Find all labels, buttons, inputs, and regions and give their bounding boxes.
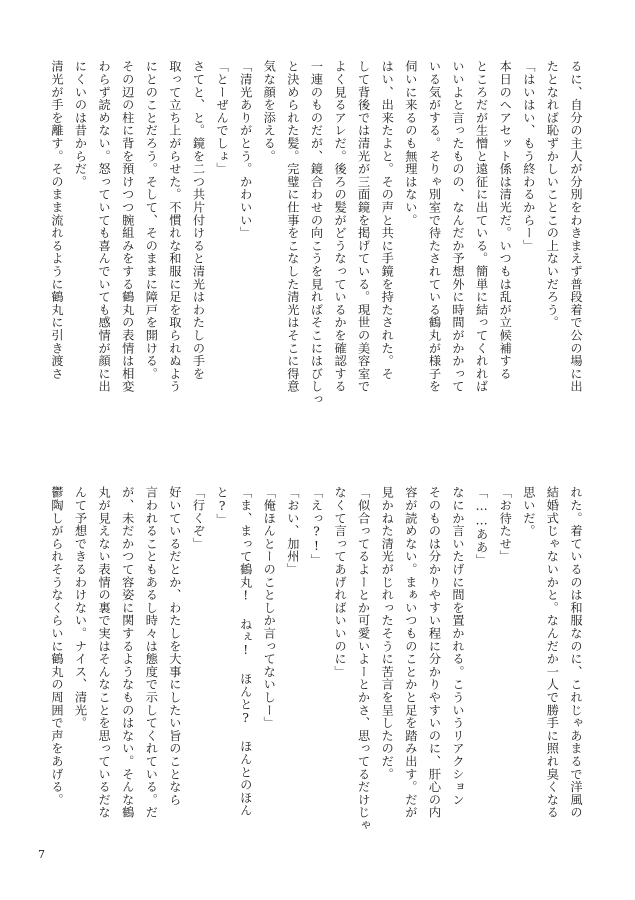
- text-line: 「清光ありがとう。かわいい」: [238, 60, 253, 240]
- text-line: 「ま、まって鶴丸! ねぇ! ほんと? ほんとのほん: [238, 486, 253, 817]
- text-block-lower: [49, 486, 587, 832]
- text-line: るに、自分の主人が分別をわきまえず普段着で公の場に出: [569, 60, 583, 393]
- text-line: いる気がする。そりゃ別室で待たされている鶴丸が様子を: [427, 60, 442, 393]
- text-line: 清光が手を離す。そのまま流れるように鶴丸に引き渡さ: [49, 60, 64, 380]
- page-number: 7: [38, 848, 45, 861]
- text-line: んて予想できるわけない。ナイス、清光。: [73, 486, 88, 730]
- text-line: 気な顔を添える。: [262, 60, 277, 163]
- text-line: よく見るアレだ。後ろの髪がどうなっているかを確認する: [333, 60, 348, 393]
- text-line: たとなれば恥ずかしいことこの上ないだろう。: [545, 60, 560, 329]
- text-line: 「はいはい、もう終わるからー」: [521, 60, 536, 252]
- text-line: 「とーぜんでしょ」: [215, 60, 230, 176]
- text-line: 「……ああ」: [474, 486, 489, 567]
- text-line: 容が読めない。まぁいつものことかと足を踏み出す。だが: [403, 486, 418, 819]
- text-line: 本日のヘアセット係は清光だ。いつもは乱が立候補する: [498, 60, 513, 380]
- text-block-upper: [49, 60, 587, 462]
- text-line: いいよと言ったものの、なんだか予想外に時間がかかって: [451, 60, 466, 393]
- text-line: そのものは分かりやすい程に分かりやすいのに、肝心の内: [427, 486, 442, 819]
- text-line: 一連のものだが、鏡合わせの向こうを見ればそこにはびしっ: [309, 60, 324, 406]
- text-line: その辺の柱に背を預けつつ腕組みをする鶴丸の表情は相変: [120, 60, 135, 393]
- text-line: わらず読めない。怒っていても喜んでいても感情が顔に出: [97, 60, 112, 393]
- text-line: ところだが生憎と遠征に出ている。簡単に結ってくれれば: [474, 60, 489, 393]
- text-line: 「おい、加州」: [285, 486, 300, 576]
- text-line: 結婚式じゃないかと。なんだか一人で勝手に照れ臭くなる: [545, 486, 560, 819]
- text-line: なくて言ってあげればいいのに」: [333, 486, 348, 678]
- text-line: 言われることもあるし時々は態度で示してくれている。だ: [144, 486, 159, 819]
- text-line: はい、出来たよと。その声と共に手鏡を持たされた。そ: [380, 60, 395, 380]
- text-line: にとのことだろう。そして、そのままに障戸を開ける。: [144, 60, 159, 380]
- text-line: 丸が見えない表情の裏で実はそんなことを思っているだな: [97, 486, 112, 819]
- text-line: さてと、と。鏡を二つ共片付けると清光はわたしの手を: [191, 60, 206, 380]
- text-line: 「似合ってるよーとか可愛いよーとかさ、思ってるだけじゃ: [356, 486, 371, 832]
- text-line: 「お待たせ」: [498, 486, 513, 563]
- text-line: 鬱陶しがられそうなくらいに鶴丸の周囲で声をあげる。: [49, 486, 64, 806]
- text-line: 「俺ほんとーのことしか言ってないしー」: [262, 486, 277, 730]
- text-line: と?」: [215, 486, 230, 527]
- text-line: と決められた髪。完璧に仕事をこなした清光はそこに得意: [285, 60, 300, 393]
- text-line: れた。着ているのは和服なのに、これじゃあまるで洋風の: [569, 486, 583, 819]
- text-line: なにか言いたげに間を置かれる。こういうリアクション: [451, 486, 466, 806]
- text-line: 「行くぞ」: [191, 486, 206, 550]
- text-line: 取って立ち上がらせた。不慣れな和服に足を取られぬよう: [167, 60, 182, 393]
- text-line: 思いだ。: [521, 486, 536, 538]
- text-line: して背後では清光が三面鏡を掲げている。現世の美容室で: [356, 60, 371, 393]
- text-line: にくいのは昔からだ。: [73, 60, 88, 188]
- text-line: 伺いに来るのも無理はない。: [403, 60, 418, 227]
- text-line: 「えっ?!」: [309, 486, 324, 567]
- text-line: 見かねた清光がじれったそうに苦言を呈したのだ。: [380, 486, 395, 781]
- text-line: が、未だかつて容姿に関するようなものはない。そんな鶴: [120, 486, 135, 819]
- text-line: 好いているだとか、わたしを大事にしたい旨のことなら: [167, 486, 182, 806]
